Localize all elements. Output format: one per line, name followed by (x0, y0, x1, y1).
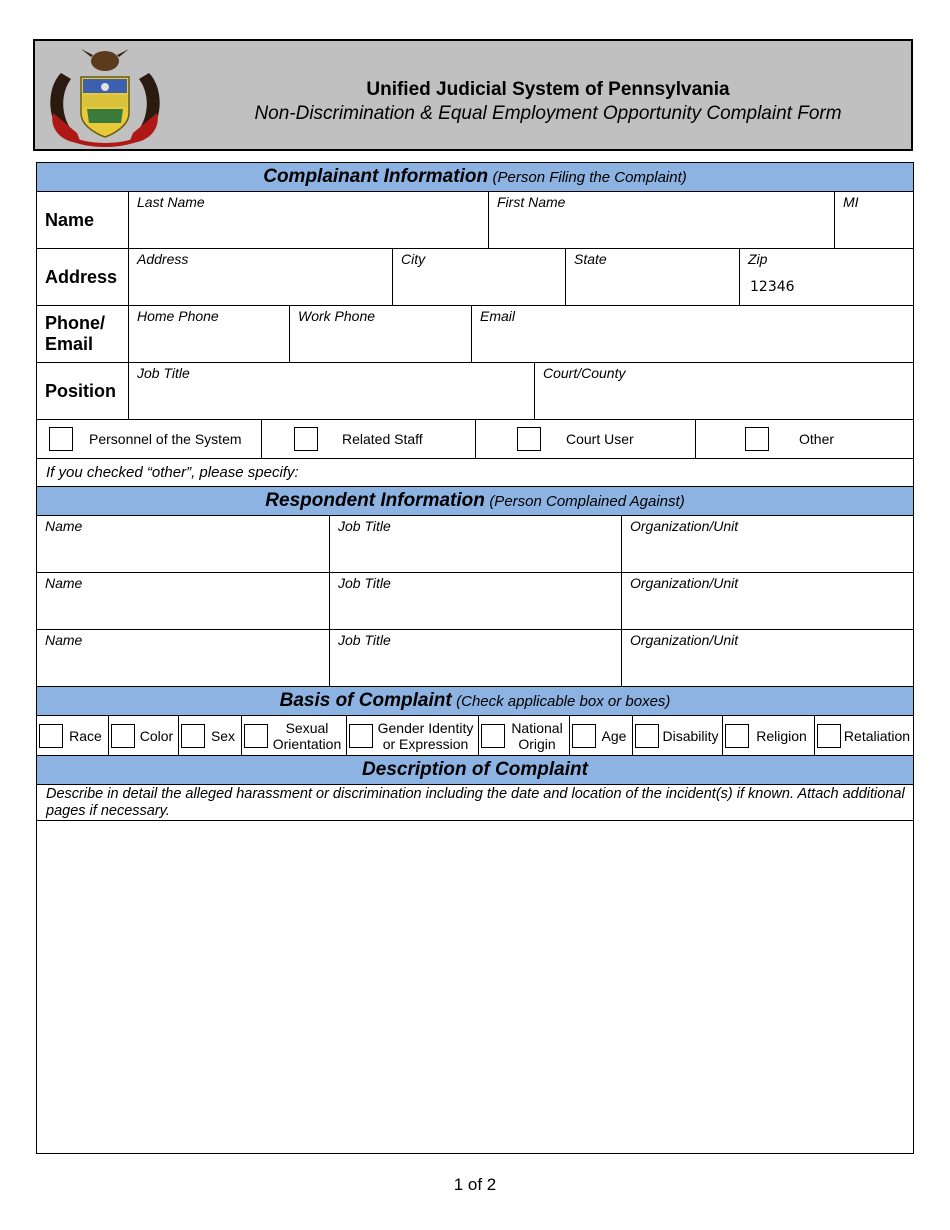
basis-color (109, 716, 179, 755)
basis-sexual-orientation (242, 716, 347, 755)
respondent-name-field[interactable] (37, 516, 330, 572)
coat-of-arms-seal (41, 43, 169, 149)
respondent-name-label: Name (45, 575, 83, 591)
address-row (37, 249, 913, 306)
other-checkbox[interactable] (745, 427, 769, 451)
national-origin-label: National Origin (511, 719, 563, 752)
basis-disability (633, 716, 723, 755)
phone-label: Phone/ (45, 313, 106, 333)
respondent-org-unit-field[interactable] (622, 630, 913, 686)
respondent-org-unit-label: Organization/Unit (630, 632, 739, 648)
form-header (33, 39, 913, 151)
job-title-label: Job Title (137, 365, 190, 381)
position-label: Position (37, 363, 129, 419)
state-field[interactable] (566, 249, 740, 305)
retaliation-label: Retaliation (843, 727, 911, 744)
respondent-name-field[interactable] (37, 630, 330, 686)
category-other (696, 420, 913, 458)
city-label: City (401, 251, 426, 267)
category-related-staff (262, 420, 476, 458)
respondent-name-field[interactable] (37, 573, 330, 629)
color-checkbox[interactable] (111, 724, 135, 748)
last-name-field[interactable] (129, 192, 489, 248)
zip-field[interactable] (740, 249, 913, 305)
respondent-job-title-field[interactable] (330, 573, 622, 629)
sexual-orientation-label: Sexual Orientation (272, 719, 342, 752)
court-county-field[interactable] (535, 363, 913, 419)
basis-row (37, 716, 913, 756)
home-phone-field[interactable] (129, 306, 290, 362)
name-label: Name (37, 192, 129, 248)
description-text-area[interactable] (37, 821, 913, 1154)
complaint-form (36, 162, 914, 1154)
complainant-heading-text: Complainant Information (263, 166, 489, 187)
header-title: Unified Judicial System of Pennsylvania (366, 79, 730, 100)
national-origin-checkbox[interactable] (481, 724, 505, 748)
color-label: Color (139, 727, 174, 744)
respondent-org-unit-label: Organization/Unit (630, 575, 739, 591)
court-user-checkbox[interactable] (517, 427, 541, 451)
court-county-label: Court/County (543, 365, 626, 381)
category-personnel (37, 420, 262, 458)
complainant-section-heading (37, 163, 913, 192)
other-specify-label: If you checked “other”, please specify: (46, 464, 299, 481)
disability-checkbox[interactable] (635, 724, 659, 748)
respondent-heading-text: Respondent Information (265, 490, 485, 511)
respondent-section-heading (37, 487, 913, 516)
related-staff-label: Related Staff (342, 431, 423, 447)
respondent-org-unit-field[interactable] (622, 516, 913, 572)
respondent-row (37, 516, 913, 573)
header-subtitle: Non-Discrimination & Equal Employment Opportunity Complaint Form (254, 103, 842, 124)
age-label: Age (601, 727, 627, 744)
position-row (37, 363, 913, 420)
work-phone-field[interactable] (290, 306, 472, 362)
sex-label: Sex (210, 727, 236, 744)
basis-gender-identity (347, 716, 479, 755)
page-number: 1 of 2 (453, 1175, 497, 1194)
personnel-label: Personnel of the System (89, 431, 242, 447)
city-field[interactable] (393, 249, 566, 305)
description-heading-text: Description of Complaint (362, 759, 588, 780)
phone-email-row (37, 306, 913, 363)
name-row (37, 192, 913, 249)
respondent-job-title-label: Job Title (338, 518, 391, 534)
respondent-job-title-label: Job Title (338, 632, 391, 648)
other-label: Other (799, 431, 835, 447)
personnel-checkbox[interactable] (49, 427, 73, 451)
respondent-name-label: Name (45, 632, 83, 648)
first-name-field[interactable] (489, 192, 835, 248)
home-phone-label: Home Phone (137, 308, 219, 324)
basis-heading-note: (Check applicable box or boxes) (456, 693, 671, 710)
basis-section-heading (37, 687, 913, 716)
complainant-heading-note: (Person Filing the Complaint) (492, 169, 687, 186)
middle-initial-label: MI (843, 194, 859, 210)
religion-label: Religion (756, 727, 807, 744)
last-name-label: Last Name (137, 194, 205, 210)
description-instructions: Describe in detail the alleged harassment or discrimination including the date and location of the incident(s) if known. Attach additional pages if necessary. (37, 785, 913, 821)
first-name-label: First Name (497, 194, 566, 210)
disability-label: Disability (662, 727, 719, 744)
respondent-job-title-label: Job Title (338, 575, 391, 591)
respondent-row (37, 573, 913, 630)
address-field-label: Address (137, 251, 189, 267)
court-user-label: Court User (566, 431, 634, 447)
basis-retaliation (815, 716, 913, 755)
basis-heading-text: Basis of Complaint (279, 690, 452, 711)
race-checkbox[interactable] (39, 724, 63, 748)
sex-checkbox[interactable] (181, 724, 205, 748)
respondent-org-unit-label: Organization/Unit (630, 518, 739, 534)
religion-checkbox[interactable] (725, 724, 749, 748)
zip-value: 12346 (750, 279, 795, 295)
work-phone-label: Work Phone (298, 308, 376, 324)
basis-race (37, 716, 109, 755)
middle-initial-field[interactable] (835, 192, 913, 248)
category-court-user (476, 420, 696, 458)
basis-religion (723, 716, 815, 755)
respondent-job-title-field[interactable] (330, 516, 622, 572)
related-staff-checkbox[interactable] (294, 427, 318, 451)
respondent-name-label: Name (45, 518, 83, 534)
email-field[interactable] (472, 306, 913, 362)
age-checkbox[interactable] (572, 724, 596, 748)
respondent-org-unit-field[interactable] (622, 573, 913, 629)
description-section-heading (37, 756, 913, 785)
race-label: Race (69, 727, 102, 744)
complainant-category-row (37, 420, 913, 459)
phone-email-label (37, 306, 129, 362)
respondent-job-title-field[interactable] (330, 630, 622, 686)
respondent-row (37, 630, 913, 687)
basis-national-origin (479, 716, 570, 755)
zip-label: Zip (748, 251, 768, 267)
sexual-orientation-checkbox[interactable] (244, 724, 268, 748)
basis-sex (179, 716, 242, 755)
basis-age (570, 716, 633, 755)
address-field[interactable] (129, 249, 393, 305)
address-label: Address (37, 249, 129, 305)
email-label: Email (45, 334, 94, 354)
job-title-field[interactable] (129, 363, 535, 419)
state-label: State (574, 251, 607, 267)
gender-identity-label: Gender Identity or Expression (377, 719, 474, 752)
email-field-label: Email (480, 308, 516, 324)
retaliation-checkbox[interactable] (817, 724, 841, 748)
other-specify-row[interactable] (37, 459, 913, 487)
gender-identity-checkbox[interactable] (349, 724, 373, 748)
respondent-heading-note: (Person Complained Against) (489, 493, 685, 510)
